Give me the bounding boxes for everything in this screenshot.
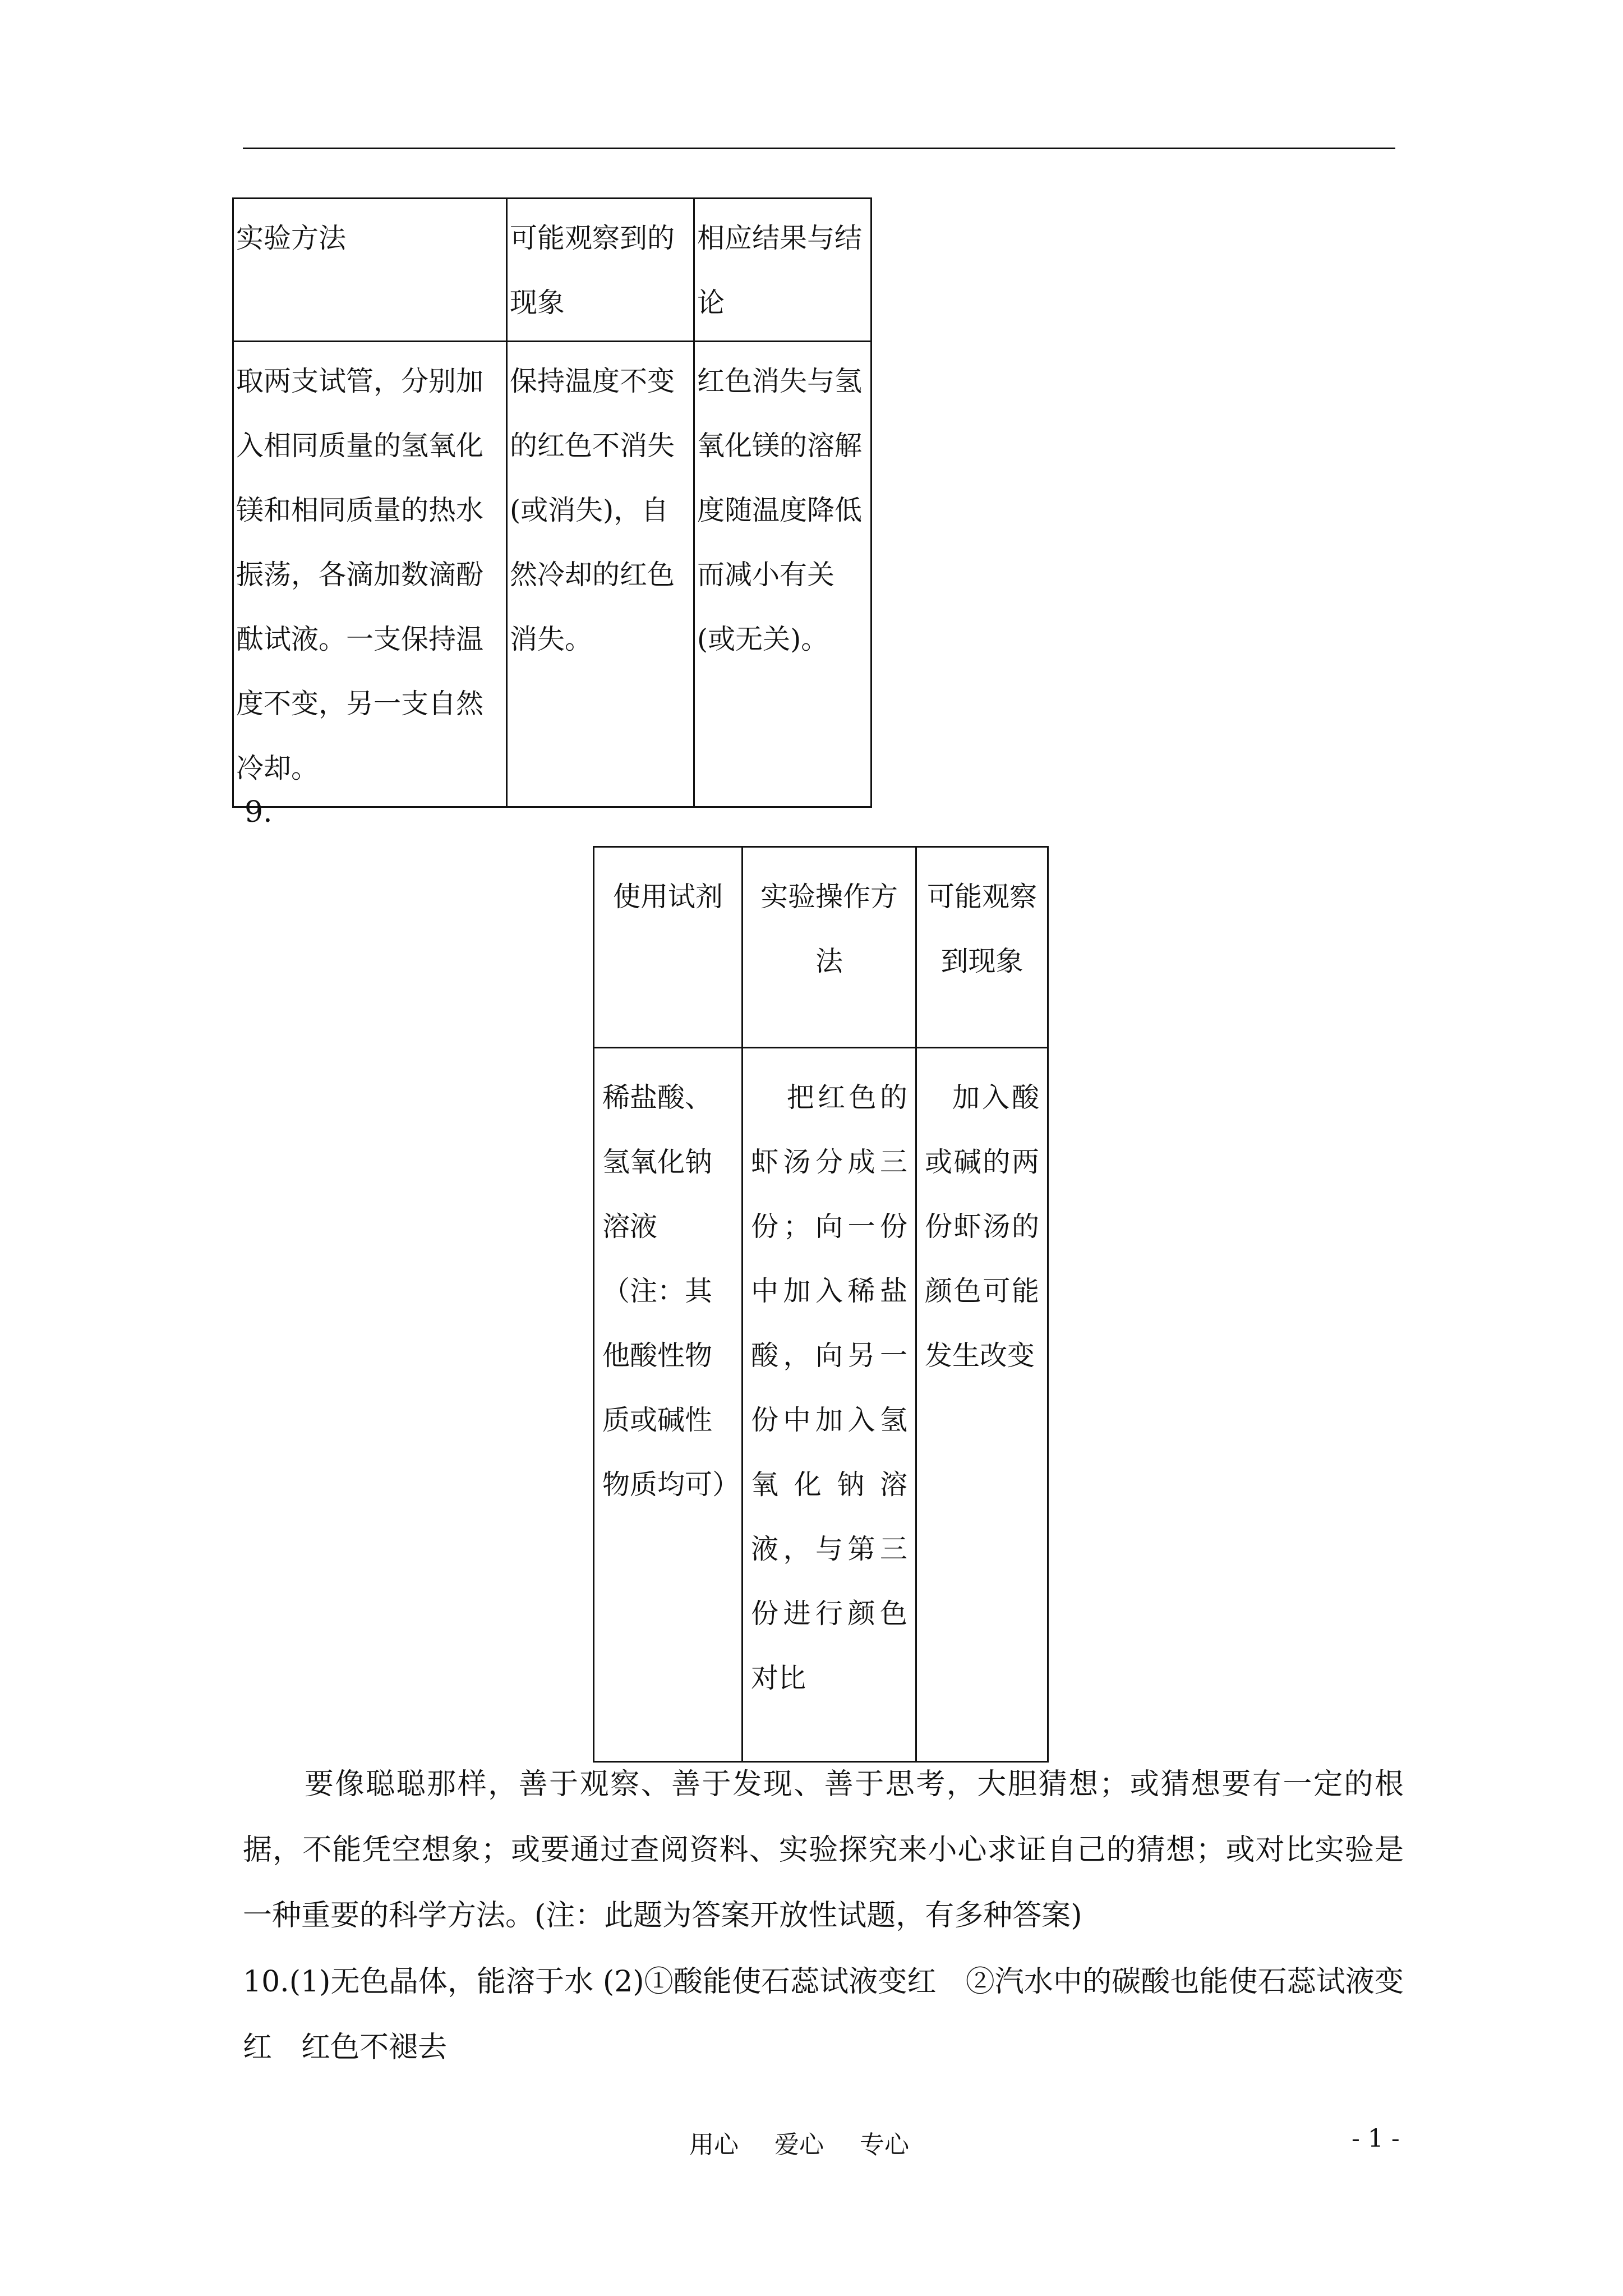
table-row	[233, 342, 872, 807]
table-cell: 稀盐酸、氢氧化钠溶液（注：其他酸性物质或碱性物质均可）	[594, 1048, 743, 1762]
experiment-table	[232, 197, 872, 808]
footer-motto-item: 用心	[689, 2131, 739, 2159]
question-number: 9.	[245, 795, 273, 829]
footer-motto-item: 爱心	[774, 2131, 824, 2159]
table-header-cell: 使用试剂	[594, 847, 743, 1048]
table-header-cell: 实验方法	[233, 199, 507, 342]
table-header-row	[594, 847, 1048, 1048]
reagent-table	[593, 846, 1049, 1763]
table-header-row	[233, 199, 872, 342]
answer-paragraph-10: 10.(1)无色晶体，能溶于水 (2)①酸能使石蕊试液变红 ②汽水中的碳酸也能使石蕊试液变红 红色不褪去	[243, 1965, 1404, 2064]
table-cell: 加入酸或碱的两份虾汤的颜色可能发生改变	[916, 1048, 1048, 1762]
table-header-cell: 相应结果与结论	[694, 199, 872, 342]
table-cell: 把红色的虾汤分成三份；向一份中加入稀盐酸，向另一份中加入氢氧化钠溶液，与第三份进行颜色对比	[743, 1048, 916, 1762]
table-cell: 保持温度不变的红色不消失(或消失)，自然冷却的红色消失。	[507, 342, 694, 807]
page-number: - 1 -	[1352, 2124, 1400, 2153]
header-rule	[243, 148, 1395, 149]
table-cell: 红色消失与氢氧化镁的溶解度随温度降低而减小有关(或无关)。	[694, 342, 872, 807]
answer-paragraph: 要像聪聪那样，善于观察、善于发现、善于思考，大胆猜想；或猜想要有一定的根据，不能凭空想象；或要通过查阅资料、实验探究来小心求证自己的猜想；或对比实验是一种重要的科学方法。(注：此题为答案开放性试题，有多种答案)	[243, 1768, 1404, 1932]
table-row	[594, 1048, 1048, 1762]
table-header-cell: 可能观察到现象	[916, 847, 1048, 1048]
table-header-cell: 可能观察到的现象	[507, 199, 694, 342]
footer-motto-item: 专心	[860, 2131, 909, 2159]
table-header-cell: 实验操作方法	[743, 847, 916, 1048]
table-cell: 取两支试管，分别加入相同质量的氢氧化镁和相同质量的热水振荡，各滴加数滴酚酞试液。一支保持温度不变，另一支自然冷却。	[233, 342, 507, 807]
footer-motto	[689, 2124, 937, 2160]
